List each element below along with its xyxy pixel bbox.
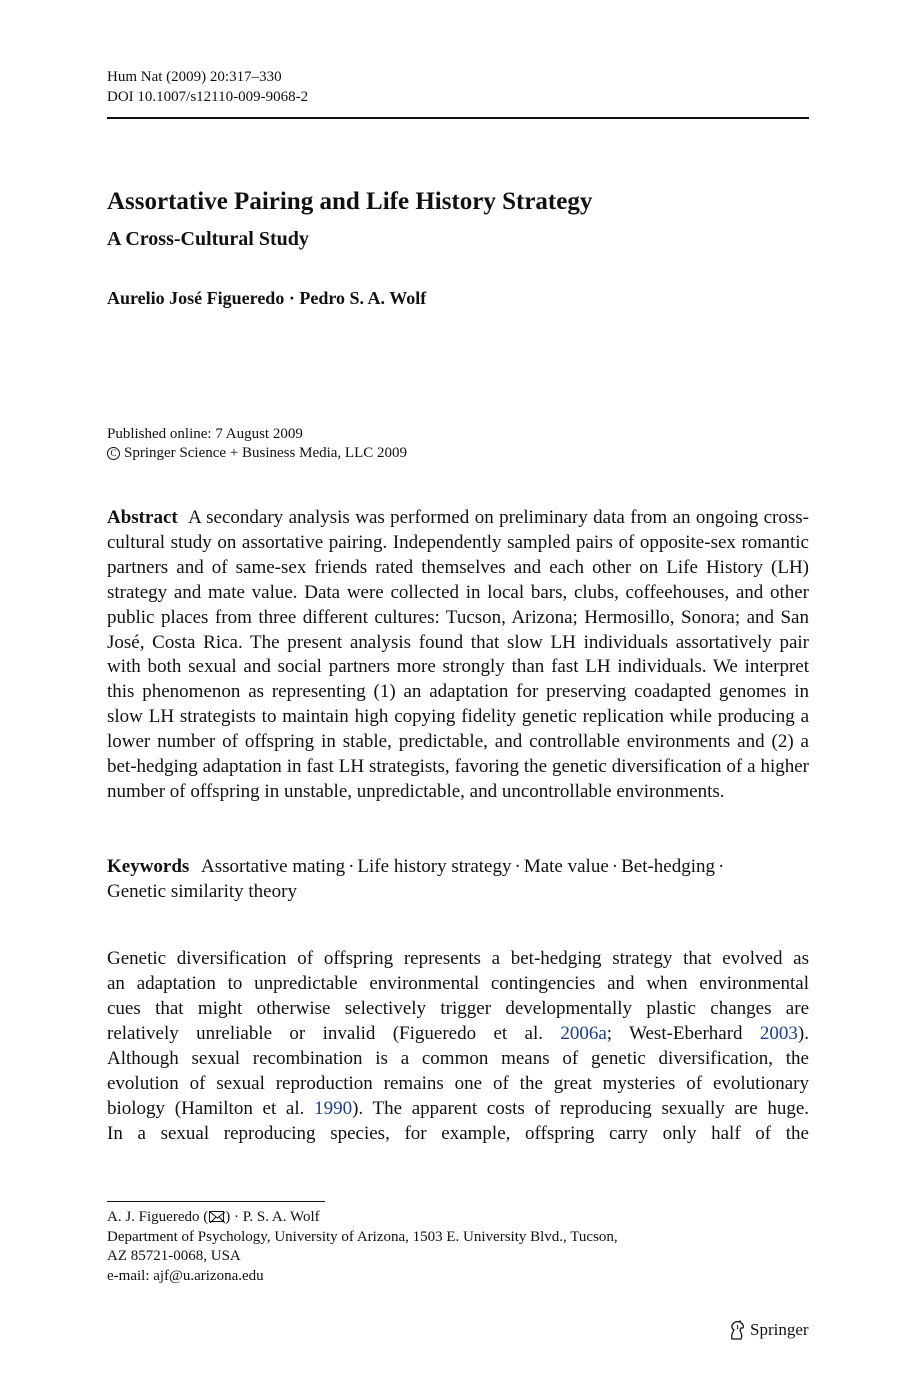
published-date: Published online: 7 August 2009 [107,426,303,442]
keyword: Life history strategy [357,856,512,877]
copyright-text: Springer Science + Business Media, LLC 2009 [124,445,408,461]
body-line [107,1096,809,1121]
springer-horse-icon [728,1320,746,1340]
keyword-separator: · [514,856,521,877]
article-title: Assortative Pairing and Life History Strategy [107,188,593,215]
keyword: Bet-hedging [621,856,716,877]
copyright-line [107,444,809,463]
body-line: an adaptation to unpredictable environmental contingencies and when environmental [107,973,809,994]
keyword: Assortative mating [201,856,346,877]
keyword-separator: · [718,856,725,877]
keyword-separator: · [611,856,619,877]
article-subtitle: A Cross-Cultural Study [107,228,309,250]
footnote-authors [107,1208,809,1228]
body-line: cues that might otherwise selectively trigger developmentally plastic changes are [107,998,809,1019]
footnote-text: ) · P. S. A. Wolf [225,1209,320,1225]
abstract [107,506,809,805]
body-line: In a sexual reproducing species, for example, offspring carry only half of the [107,1123,809,1144]
author-name: Aurelio José Figueredo [107,288,285,308]
citation-link[interactable]: 1990 [314,1098,353,1119]
body-text-segment: biology (Hamilton et al. [107,1098,305,1119]
keyword-separator: · [348,856,355,877]
keywords-heading: Keywords [107,856,190,877]
body-text-segment: relatively unreliable or invalid (Figueredo et al. [107,1023,543,1044]
abstract-heading: Abstract [107,507,178,528]
keyword: Mate value [523,856,609,877]
publisher-logo [728,1319,809,1341]
keywords [107,854,809,904]
publication-info [107,425,809,463]
copyright-icon: C [107,447,120,460]
body-line: evolution of sexual reproduction remains one of the great mysteries of evolutionary [107,1073,809,1094]
body-text-segment: ). The apparent costs of reproducing sexually are huge. [352,1098,810,1119]
article-header-meta [107,67,809,107]
envelope-icon [209,1211,224,1222]
footnote-text: A. J. Figueredo ( [107,1209,209,1225]
keyword: Genetic similarity theory [107,881,297,902]
footnote-affiliation: AZ 85721-0068, USA [107,1248,241,1264]
footnote-divider [107,1201,325,1202]
footnote-affiliation: Department of Psychology, University of Arizona, 1503 E. University Blvd., Tucson, [107,1228,618,1245]
body-line [107,1021,809,1046]
body-text-segment: ; West-Eberhard [606,1023,743,1044]
author-separator: · [288,288,295,308]
body-paragraph [107,946,809,1146]
citation-link[interactable]: 2003 [759,1023,798,1044]
body-text-segment: ). [797,1023,809,1044]
header-divider [107,117,809,119]
footnote-email: e-mail: ajf@u.arizona.edu [107,1267,264,1284]
body-line: Genetic diversification of offspring represents a bet-hedging strategy that evolved as [107,948,809,969]
body-line: Although sexual recombination is a common means of genetic diversification, the [107,1048,809,1069]
author-list [107,286,809,310]
journal-citation: Hum Nat (2009) 20:317–330 [107,69,282,85]
publisher-name: Springer [750,1320,809,1339]
doi: DOI 10.1007/s12110-009-9068-2 [107,89,309,105]
citation-link[interactable]: 2006a [560,1023,607,1044]
author-footnote [107,1208,809,1286]
abstract-text: A secondary analysis was performed on preliminary data from an ongoing cross-cultural study on assortative pairing. Independently sampled pairs of opposite-sex romantic partners and of same-sex friends rated themselves and each other on Life History (LH) strategy and mate value. Data were collected in local bars, clubs, coffeehouses, and other public places from three different cultures: Tucson, Arizona; Hermosillo, Sonora; and San José, Costa Rica. The present analysis found that slow LH individuals assortatively pair with both sexual and social partners more strongly than fast LH individuals. We interpret this phenomenon as representing (1) an adaptation for preserving coadapted genomes in slow LH strategists to maintain high copying fidelity genetic replication while producing a lower number of offspring in stable, predictable, and controllable environments and (2) a bet-hedging adaptation in fast LH strategists, favoring the genetic diversification of a higher number of offspring in unstable, unpredictable, and uncontrollable environments. [107,507,809,802]
author-name: Pedro S. A. Wolf [299,288,427,308]
